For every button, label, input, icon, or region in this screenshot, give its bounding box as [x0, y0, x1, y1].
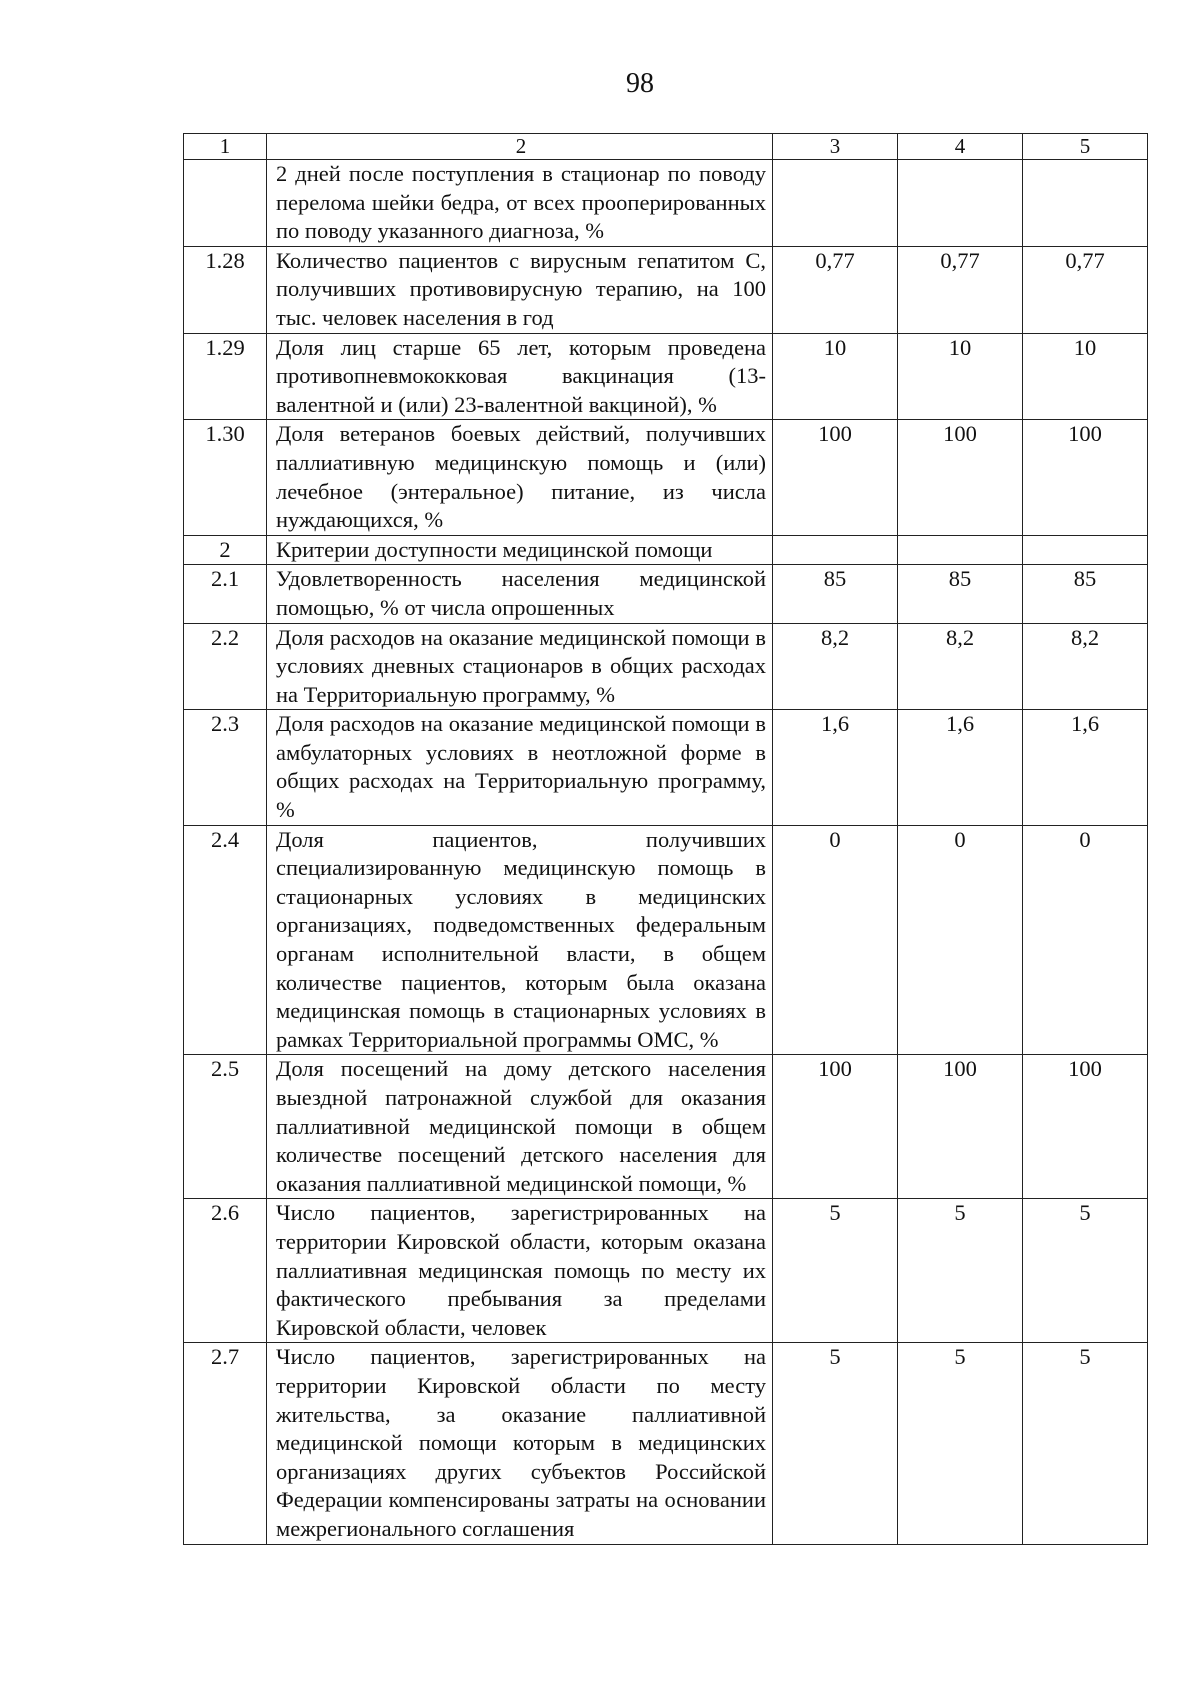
row-indicator-text: Число пациентов, зарегистрированных на территории Кировской области по месту жительства, за оказание паллиативной медицинской помощи которым в медицинских организациях других субъектов Российской Федерации компенсированы затраты на основании межрегионального соглашения [267, 1343, 773, 1544]
row-value-col5: 5 [1023, 1199, 1148, 1343]
row-value-col4: 0,77 [898, 246, 1023, 333]
row-indicator-text: Доля ветеранов боевых действий, получивших паллиативную медицинскую помощь и (или) лечебное (энтеральное) питание, из числа нуждающихся, % [267, 420, 773, 535]
row-number [184, 160, 267, 247]
row-indicator-text: Удовлетворенность населения медицинской помощью, % от числа опрошенных [267, 565, 773, 623]
row-number: 1.28 [184, 246, 267, 333]
row-number: 2 [184, 535, 267, 565]
table-row [184, 710, 1148, 825]
header-col-4: 4 [898, 134, 1023, 160]
row-value-col5: 100 [1023, 420, 1148, 535]
row-value-col3: 5 [773, 1343, 898, 1544]
row-value-col3: 85 [773, 565, 898, 623]
row-value-col5: 85 [1023, 565, 1148, 623]
row-number: 2.7 [184, 1343, 267, 1544]
row-value-col3 [773, 160, 898, 247]
row-value-col4: 0 [898, 825, 1023, 1055]
row-value-col3: 1,6 [773, 710, 898, 825]
row-number: 2.1 [184, 565, 267, 623]
header-col-3: 3 [773, 134, 898, 160]
row-value-col4: 85 [898, 565, 1023, 623]
row-number: 1.30 [184, 420, 267, 535]
row-value-col5: 8,2 [1023, 623, 1148, 710]
table-row [184, 565, 1148, 623]
table-row [184, 1199, 1148, 1343]
row-value-col5: 5 [1023, 1343, 1148, 1544]
row-value-col3 [773, 535, 898, 565]
table-row [184, 623, 1148, 710]
row-indicator-text: Доля расходов на оказание медицинской помощи в условиях дневных стационаров в общих расходах на Территориальную программу, % [267, 623, 773, 710]
row-indicator-text: Доля посещений на дому детского населения выездной патронажной службой для оказания паллиативной медицинской помощи в общем количестве посещений детского населения для оказания паллиативной медицинской помощи, % [267, 1055, 773, 1199]
row-number: 2.2 [184, 623, 267, 710]
row-value-col5: 100 [1023, 1055, 1148, 1199]
header-col-2: 2 [267, 134, 773, 160]
row-value-col4: 5 [898, 1343, 1023, 1544]
row-value-col5: 0,77 [1023, 246, 1148, 333]
row-indicator-text: Количество пациентов с вирусным гепатитом С, получивших противовирусную терапию, на 100 тыс. человек населения в год [267, 246, 773, 333]
row-indicator-text: Доля расходов на оказание медицинской помощи в амбулаторных условиях в неотложной форме в общих расходах на Территориальную программу, % [267, 710, 773, 825]
table-row [184, 246, 1148, 333]
table-row [184, 825, 1148, 1055]
row-value-col4: 100 [898, 420, 1023, 535]
row-value-col5: 0 [1023, 825, 1148, 1055]
row-value-col3: 100 [773, 420, 898, 535]
row-indicator-text: 2 дней после поступления в стационар по поводу перелома шейки бедра, от всех прооперированных по поводу указанного диагноза, % [267, 160, 773, 247]
table-row [184, 160, 1148, 247]
row-number: 2.3 [184, 710, 267, 825]
row-value-col3: 8,2 [773, 623, 898, 710]
row-value-col4: 5 [898, 1199, 1023, 1343]
table-row [184, 1343, 1148, 1544]
indicators-table [183, 133, 1148, 1545]
row-value-col4 [898, 535, 1023, 565]
row-indicator-text: Доля лиц старше 65 лет, которым проведена противопневмококковая вакцинация (13-валентной и (или) 23-валентной вакциной), % [267, 333, 773, 420]
table-row [184, 535, 1148, 565]
table-row [184, 1055, 1148, 1199]
row-value-col3: 5 [773, 1199, 898, 1343]
row-value-col3: 0,77 [773, 246, 898, 333]
row-indicator-text: Доля пациентов, получивших специализированную медицинскую помощь в стационарных условиях в медицинских организациях, подведомственных федеральным органам исполнительной власти, в общем количестве пациентов, которым была оказана медицинская помощь в стационарных условиях в рамках Территориальной программы ОМС, % [267, 825, 773, 1055]
table-row [184, 420, 1148, 535]
row-value-col3: 0 [773, 825, 898, 1055]
header-col-5: 5 [1023, 134, 1148, 160]
row-value-col5 [1023, 535, 1148, 565]
table-row [184, 333, 1148, 420]
row-value-col5 [1023, 160, 1148, 247]
row-value-col3: 10 [773, 333, 898, 420]
row-value-col4: 8,2 [898, 623, 1023, 710]
row-number: 2.6 [184, 1199, 267, 1343]
row-value-col5: 10 [1023, 333, 1148, 420]
page-number: 98 [626, 68, 654, 99]
header-col-1: 1 [184, 134, 267, 160]
row-value-col5: 1,6 [1023, 710, 1148, 825]
row-value-col4 [898, 160, 1023, 247]
row-value-col4: 10 [898, 333, 1023, 420]
row-number: 2.5 [184, 1055, 267, 1199]
row-indicator-text: Число пациентов, зарегистрированных на территории Кировской области, которым оказана паллиативная медицинская помощь по месту их фактического пребывания за пределами Кировской области, человек [267, 1199, 773, 1343]
row-indicator-text: Критерии доступности медицинской помощи [267, 535, 773, 565]
row-number: 1.29 [184, 333, 267, 420]
row-value-col4: 1,6 [898, 710, 1023, 825]
row-number: 2.4 [184, 825, 267, 1055]
row-value-col4: 100 [898, 1055, 1023, 1199]
row-value-col3: 100 [773, 1055, 898, 1199]
table-header-row [184, 134, 1148, 160]
